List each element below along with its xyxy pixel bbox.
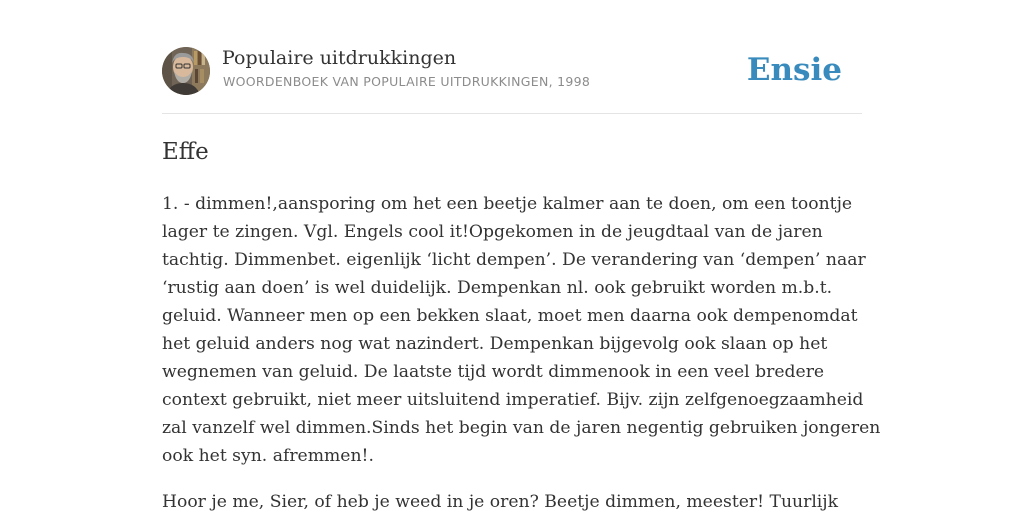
source-header	[162, 46, 862, 98]
definition-line: zal vanzelf wel dimmen.Sinds het begin van de jaren negentig gebruiken jongeren	[162, 418, 881, 438]
ensie-logo-link[interactable]: Ensie	[746, 52, 842, 88]
author-avatar[interactable]	[162, 47, 210, 95]
definition-line: ook het syn. afremmen!.	[162, 446, 374, 466]
entry-example: Hoor je me, Sier, of heb je weed in je oren? Beetje dimmen, meester! Tuurlijk	[162, 492, 839, 512]
definition-line: het geluid anders nog wat nazindert. Dempenkan bijgevolg ook slaan op het	[162, 334, 828, 354]
source-subtitle: WOORDENBOEK VAN POPULAIRE UITDRUKKINGEN, 1998	[223, 74, 591, 89]
source-title[interactable]: Populaire uitdrukkingen	[222, 47, 457, 69]
definition-line: 1. - dimmen!,aansporing om het een beetje kalmer aan te doen, om een toontje	[162, 194, 853, 214]
entry-title: Effe	[162, 139, 209, 165]
definition-line: geluid. Wanneer men op een bekken slaat, moet men daarna ook dempenomdat	[162, 306, 858, 326]
entry-definition	[162, 190, 881, 470]
author-portrait-icon	[162, 47, 210, 95]
definition-line: wegnemen van geluid. De laatste tijd wordt dimmenook in een veel bredere	[162, 362, 825, 382]
definition-line: ‘rustig aan doen’ is wel duidelijk. Dempenkan nl. ook gebruikt worden m.b.t.	[162, 278, 833, 298]
header-divider	[162, 113, 862, 114]
definition-line: lager te zingen. Vgl. Engels cool it!Opgekomen in de jeugdtaal van de jaren	[162, 222, 823, 242]
definition-line: tachtig. Dimmenbet. eigenlijk ‘licht dempen’. De verandering van ‘dempen’ naar	[162, 250, 866, 270]
definition-line: context gebruikt, niet meer uitsluitend imperatief. Bijv. zijn zelfgenoegzaamheid	[162, 390, 864, 410]
